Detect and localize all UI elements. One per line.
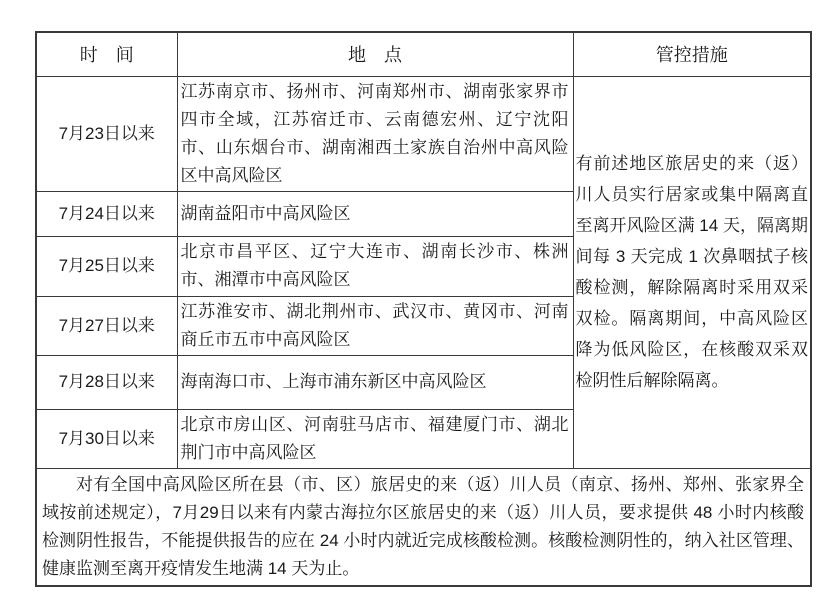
location-cell: 海南海口市、上海市浦东新区中高风险区 xyxy=(177,355,573,409)
location-cell: 江苏南京市、扬州市、河南郑州市、湖南张家界市四市全域，江苏宿迁市、云南德宏州、辽宁沈阳市、山东烟台市、湖南湘西土家族自治州中高风险区中高风险区 xyxy=(177,76,573,191)
footer-note: 对有全国中高风险区所在县（市、区）旅居史的来（返）川人员（南京、扬州、郑州、张家界全域按前述规定），7月29日以来有内蒙古海拉尔区旅居史的来（返）川人员，要求提供 48 小时内核酸检测阴性报告，不能提供报告的应在 24 小时内就近完成核酸检测。核酸检测阴性的，纳入社区管理、健康监测至离开疫情发生地满 14 天为止。 xyxy=(36,468,811,586)
location-cell: 湖南益阳市中高风险区 xyxy=(177,191,573,236)
time-cell: 7月28日以来 xyxy=(36,355,177,409)
header-measures: 管控措施 xyxy=(573,32,811,76)
measures-cell: 有前述地区旅居史的来（返）川人员实行居家或集中隔离直至离开风险区满 14 天，隔离期间每 3 天完成 1 次鼻咽拭子核酸检测，解除隔离时采用双采双检。隔离期间，中高风险区降为低风险区，在核酸双采双检阴性后解除隔离。 xyxy=(573,76,811,468)
time-cell: 7月23日以来 xyxy=(36,76,177,191)
time-cell: 7月24日以来 xyxy=(36,191,177,236)
time-cell: 7月27日以来 xyxy=(36,296,177,355)
header-time: 时 间 xyxy=(36,32,177,76)
location-cell: 江苏淮安市、湖北荆州市、武汉市、黄冈市、河南商丘市五市中高风险区 xyxy=(177,296,573,355)
time-cell: 7月30日以来 xyxy=(36,409,177,468)
location-cell: 北京市昌平区、辽宁大连市、湖南长沙市、株洲市、湘潭市中高风险区 xyxy=(177,236,573,296)
risk-area-control-table xyxy=(35,31,812,587)
table-row xyxy=(36,76,811,191)
location-cell: 北京市房山区、河南驻马店市、福建厦门市、湖北荆门市中高风险区 xyxy=(177,409,573,468)
header-location: 地 点 xyxy=(177,32,573,76)
footer-row xyxy=(36,468,811,586)
header-row xyxy=(36,32,811,76)
time-cell: 7月25日以来 xyxy=(36,236,177,296)
